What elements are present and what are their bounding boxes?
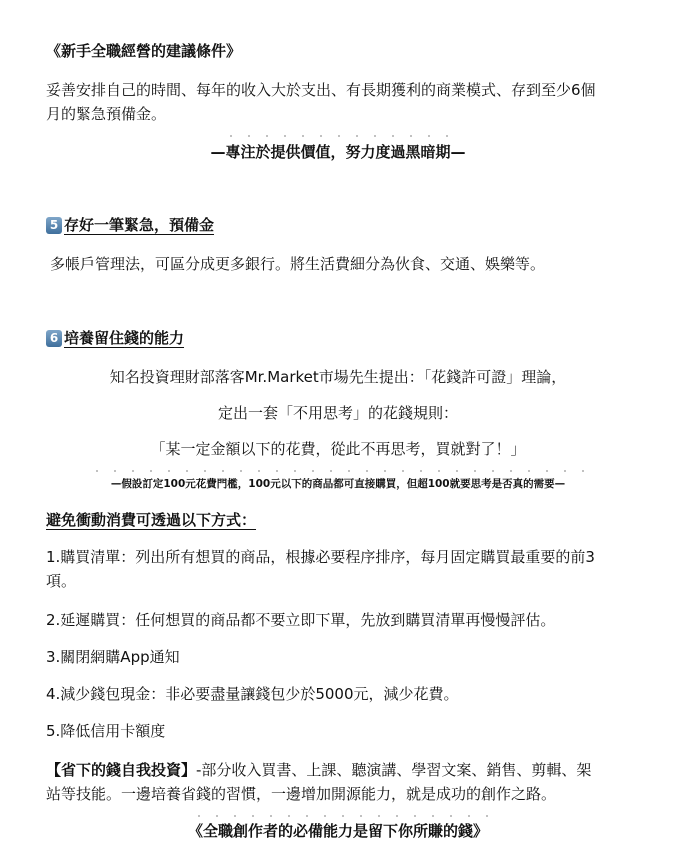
heading-new-fulltime-conditions: 《新手全職經營的建議條件》 [46, 42, 242, 60]
section-5-title: 存好一筆緊急，預備金 [64, 216, 215, 234]
quote-focus-on-value: —專注於提供價值，努力度過黑暗期— [210, 143, 466, 161]
section-6-line1: 知名投資理財部落客Mr.Market市場先生提出：「花錢許可證」理論， [109, 368, 567, 386]
invest-label: 【省下的錢自我投資】 [46, 761, 197, 779]
list-item-3: 3.關閉網購App通知 [46, 648, 180, 666]
emphasis-dots [222, 134, 462, 138]
closing-statement: 《全職創作者的必備能力是留下你所賺的錢》 [187, 822, 488, 840]
section-6-title: 培養留住錢的能力 [64, 329, 185, 347]
list-item-4: 4.減少錢包現金：非必要盡量讓錢包少於5000元，減少花費。 [46, 685, 459, 703]
number-badge-icon: 5 [46, 217, 62, 234]
section-6-line3: 「某一定金額以下的花費，從此不再思考，買就對了！」 [150, 440, 526, 458]
list-item-1-line2: 項。 [46, 572, 77, 590]
emphasis-dots [88, 469, 588, 473]
section-6-line2: 定出一套「不用思考」的花錢規則： [217, 404, 458, 422]
emphasis-dots [190, 814, 490, 818]
list-item-2: 2.延遲購買：任何想買的商品都不要立即下單，先放到購買清單再慢慢評估。 [46, 611, 556, 629]
section-6-heading [46, 327, 184, 349]
section-6-note: —假設訂定100元花費門檻，100元以下的商品都可直接購買，但超100就要思考是否真的需要— [110, 478, 566, 490]
number-badge-icon: 6 [46, 330, 62, 347]
invest-line1-text: -部分收入買書、上課、聽演講、學習文案、銷售、剪輯、架 [196, 761, 592, 779]
list-item-1-line1: 1.購買清單：列出所有想買的商品，根據必要程序排序，每月固定購買最重要的前3 [46, 548, 595, 566]
paragraph-conditions-line1: 妥善安排自己的時間、每年的收入大於支出、有長期獲利的商業模式、存到至少6個 [46, 81, 596, 99]
paragraph-conditions-line2: 月的緊急預備金。 [46, 105, 167, 123]
list-item-5: 5.降低信用卡額度 [46, 722, 166, 740]
section-5-heading [46, 214, 214, 236]
invest-paragraph-line1 [46, 759, 591, 781]
avoid-impulse-heading: 避免衝動消費可透過以下方式： [46, 511, 257, 529]
invest-paragraph-line2: 站等技能。一邊培養省錢的習慣，一邊增加開源能力，就是成功的創作之路。 [46, 785, 557, 803]
section-5-body: 多帳戶管理法，可區分成更多銀行。將生活費細分為伙食、交通、娛樂等。 [50, 255, 546, 273]
